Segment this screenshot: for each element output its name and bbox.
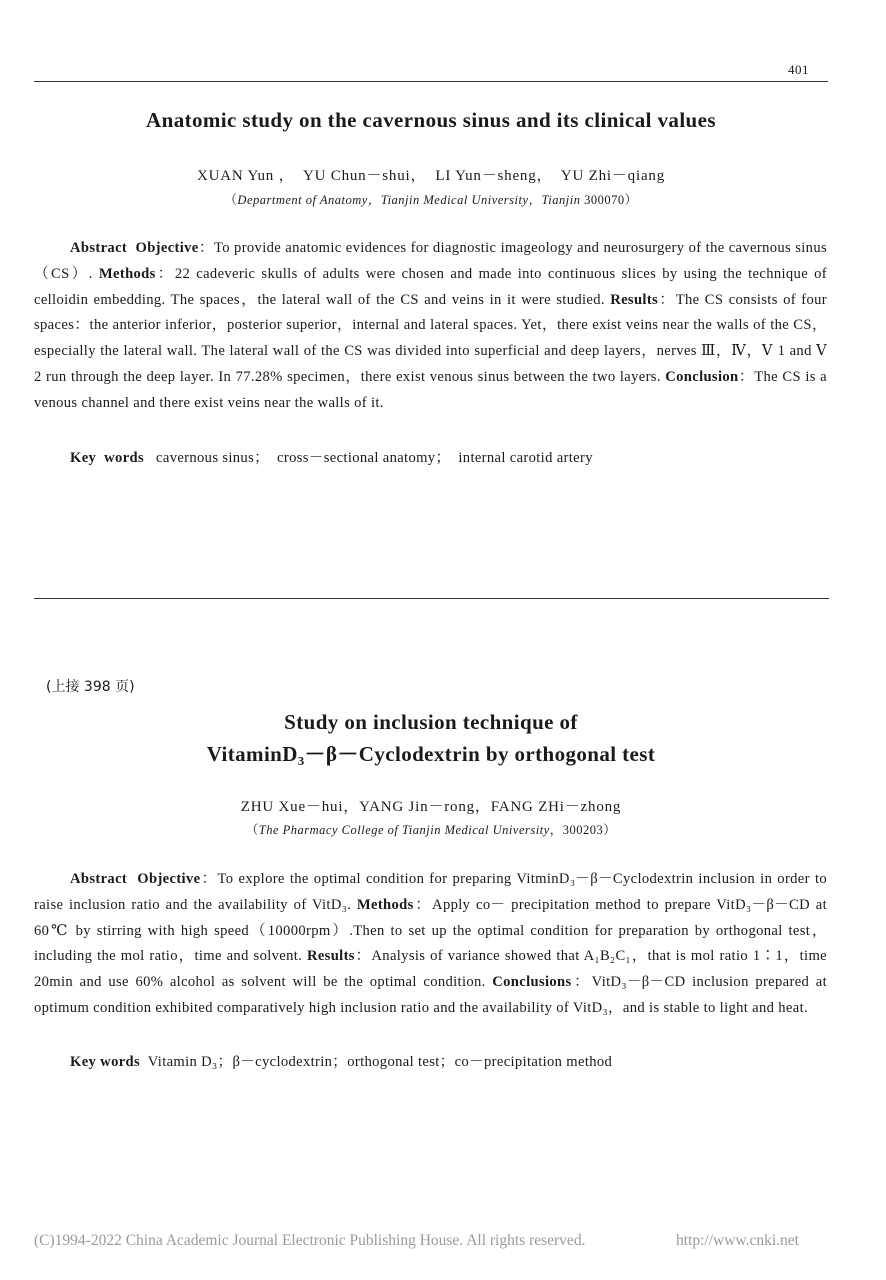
keywords-text: cavernous sinus； cross－sectional anatomy； internal carotid artery bbox=[144, 450, 593, 466]
article-2-authors: ZHU Xue－hui，YANG Jin－rong，FANG ZHi－zhong bbox=[240, 799, 622, 815]
section-divider bbox=[34, 598, 829, 599]
affiliation-open: （ bbox=[224, 193, 238, 207]
article-1-title: Anatomic study on the cavernous sinus and its clinical values bbox=[146, 108, 716, 132]
results-label: Results bbox=[610, 291, 659, 308]
keywords-text: Vitamin D₃；β－cyclodextrin；orthogonal test；co－precipitation method bbox=[140, 1054, 613, 1070]
results-label: Results bbox=[306, 948, 355, 965]
conclusion-label: Conclusion bbox=[665, 368, 739, 385]
objective-text: ：To explore the optimal condition for preparing VitminD₃－β－Cyclodextrin inclusion in order to raise inclusion ratio and the availability of VitD₃. bbox=[34, 871, 827, 913]
affiliation-code: ，300203） bbox=[549, 823, 617, 837]
objective-text: ：To provide anatomic evidences for diagnostic imageology and neurosurgery of the cavernous sinus（CS）. bbox=[34, 240, 827, 282]
keywords-label: Key words bbox=[70, 1054, 141, 1070]
affiliation-code: 300070） bbox=[580, 193, 638, 207]
article-2-title bbox=[34, 706, 828, 770]
conclusion-text: ：VitD₃－β－CD inclusion prepared at optimum condition exhibited comparatively high inclusion ratio and the availability of VitD₃，and is stable to light and heat. bbox=[34, 974, 827, 1016]
article-2-affiliation bbox=[34, 820, 828, 838]
keywords-label: Key words bbox=[70, 450, 145, 466]
page-number: 401 bbox=[788, 62, 809, 77]
affiliation-name: Department of Anatomy，Tianjin Medical University，Tianjin bbox=[237, 193, 581, 207]
copyright-notice: (C)1994-2022 China Academic Journal Electronic Publishing House. All rights reserved. bbox=[34, 1232, 586, 1249]
results-text: ：Analysis of variance showed that A₁B₂C₁，that is mol ratio 1∶1，time 20min and use 60% alcohol as solvent will be the optimal condition. bbox=[34, 948, 827, 991]
article-2-abstract bbox=[34, 867, 827, 1022]
article-2-title-line-2: VitaminD₃－β－Cyclodextrin by orthogonal test bbox=[206, 742, 656, 766]
article-1-authors: XUAN Yun ， YU Chun－shui， LI Yun－sheng， YU Zhi－qiang bbox=[196, 168, 666, 184]
article-1-abstract bbox=[34, 236, 827, 417]
footer-url[interactable]: http://www.cnki.net bbox=[676, 1232, 799, 1249]
objective-label: Objective bbox=[137, 871, 201, 887]
methods-text: ：22 cadeveric skulls of adults were chosen and made into continuous slices by using the technique of celloidin embedding. The spaces，the lateral wall of the CS and veins in it were studied. bbox=[34, 265, 827, 308]
footer bbox=[34, 1232, 828, 1250]
continued-from-note: (上接 398 页) bbox=[46, 679, 135, 695]
methods-text: ：Apply co－ precipitation method to prepare VitD₃－β－CD at 60℃ by stirring with high speed（10000rpm）.Then to set up the optimal condition for preparation by orthogonal test，including the mol ratio，time and solvent. bbox=[34, 896, 827, 965]
objective-label: Objective bbox=[135, 240, 199, 256]
methods-label: Methods bbox=[356, 896, 414, 913]
results-text: ：The CS consists of four spaces：the anterior inferior，posterior superior，internal and lateral spaces. Yet，there exist veins near the walls of the CS，especially the lateral wall. The lateral wall of the CS was divided into superficial and deep layers，nerves Ⅲ，Ⅳ，Ⅴ 1 and Ⅴ 2 run through the deep layer. In 77.28% specimen，there exist venous sinus between the two layers. bbox=[34, 291, 827, 385]
methods-label: Methods bbox=[98, 265, 156, 282]
article-1-affiliation bbox=[34, 190, 828, 208]
abstract-label: Abstract bbox=[70, 240, 128, 256]
conclusion-label: Conclusions bbox=[492, 974, 572, 991]
article-2-title-line-1: Study on inclusion technique of bbox=[284, 710, 578, 734]
article-2-keywords bbox=[70, 1050, 612, 1071]
affiliation-name: The Pharmacy College of Tianjin Medical University bbox=[258, 823, 550, 837]
article-1-keywords bbox=[70, 446, 593, 467]
affiliation-open: （ bbox=[245, 823, 259, 837]
abstract-label: Abstract bbox=[70, 871, 128, 887]
conclusion-text: ：The CS is a venous channel and there exist veins near the walls of it. bbox=[34, 368, 827, 411]
header-rule bbox=[34, 81, 828, 82]
